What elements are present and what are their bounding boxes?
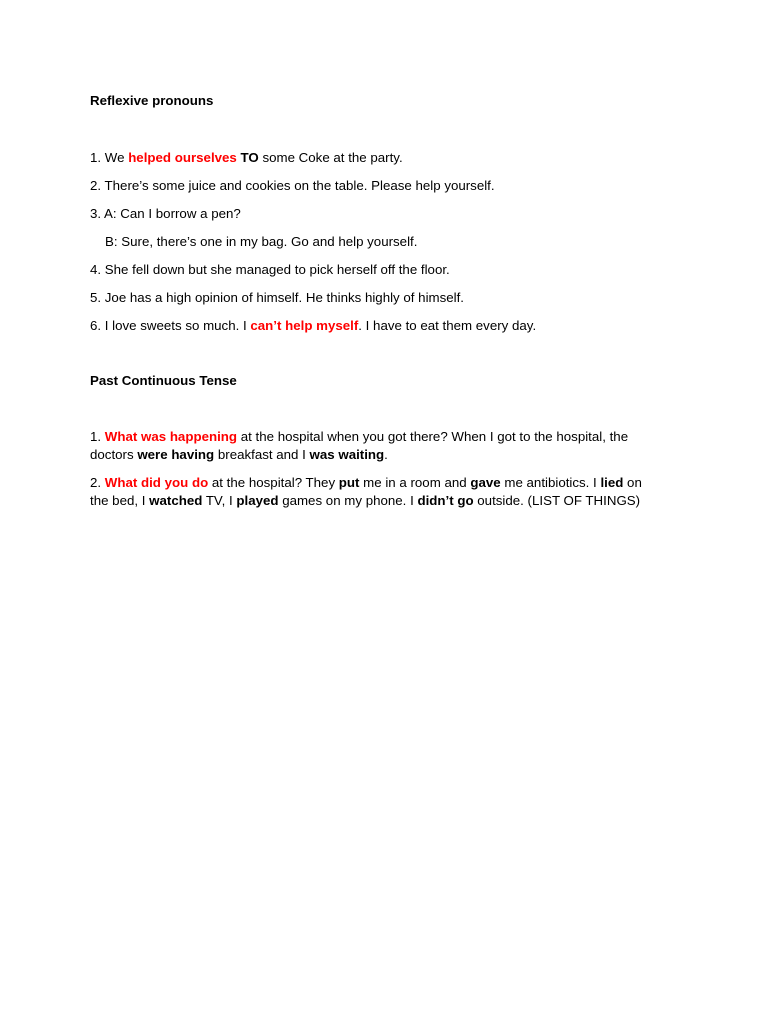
item-text: at the hospital? They (208, 475, 339, 490)
highlight-text: can’t help myself (250, 318, 359, 333)
item-text: outside. (LIST OF THINGS) (473, 493, 641, 508)
highlight-text: helped ourselves (128, 150, 237, 165)
bold-text: put (338, 475, 360, 490)
bold-text: watched (149, 493, 203, 508)
item-text: me antibiotics. I (500, 475, 601, 490)
item-text: breakfast and I (214, 447, 310, 462)
highlight-text: What did you do (104, 475, 209, 490)
reflexive-item-4: 4. She fell down but she managed to pick herself off the floor. (90, 262, 450, 277)
item-text: the bed, I (90, 493, 150, 508)
item-text: 1. We (90, 150, 129, 165)
bold-text: gave (470, 475, 501, 490)
item-text: 6. I love sweets so much. I (90, 318, 251, 333)
bold-text: were having (137, 447, 215, 462)
item-text: at the hospital when you got there? When I got to the hospital, the (237, 429, 629, 444)
reflexive-item-1 (90, 149, 680, 167)
reflexive-item-6 (90, 317, 680, 335)
item-text: . I have to eat them every day. (358, 318, 537, 333)
item-text: 1. (90, 429, 105, 444)
past-continuous-item-1-line-1 (90, 428, 680, 446)
item-text: TV, I (202, 493, 237, 508)
bold-text: TO (240, 150, 259, 165)
item-text: some Coke at the party. (258, 150, 403, 165)
section-heading-past-continuous: Past Continuous Tense (90, 373, 237, 388)
item-text: on (623, 475, 642, 490)
section-heading-reflexive-pronouns: Reflexive pronouns (90, 93, 214, 108)
reflexive-item-3a: 3. A: Can I borrow a pen? (90, 206, 241, 221)
item-text: me in a room and (359, 475, 471, 490)
reflexive-item-2: 2. There’s some juice and cookies on the table. Please help yourself. (90, 178, 495, 193)
bold-text: lied (600, 475, 624, 490)
past-continuous-item-1-line-2 (90, 446, 680, 464)
bold-text: was waiting (309, 447, 385, 462)
reflexive-item-5: 5. Joe has a high opinion of himself. He thinks highly of himself. (90, 290, 464, 305)
highlight-text: What was happening (104, 429, 238, 444)
item-text: doctors (90, 447, 138, 462)
bold-text: played (236, 493, 279, 508)
item-text: . (384, 447, 388, 462)
past-continuous-item-2-line-2 (90, 492, 680, 510)
item-text: games on my phone. I (278, 493, 418, 508)
item-text: 2. (90, 475, 105, 490)
past-continuous-item-2-line-1 (90, 474, 680, 492)
bold-text: didn’t go (417, 493, 474, 508)
reflexive-item-3b: B: Sure, there’s one in my bag. Go and help yourself. (105, 234, 418, 249)
